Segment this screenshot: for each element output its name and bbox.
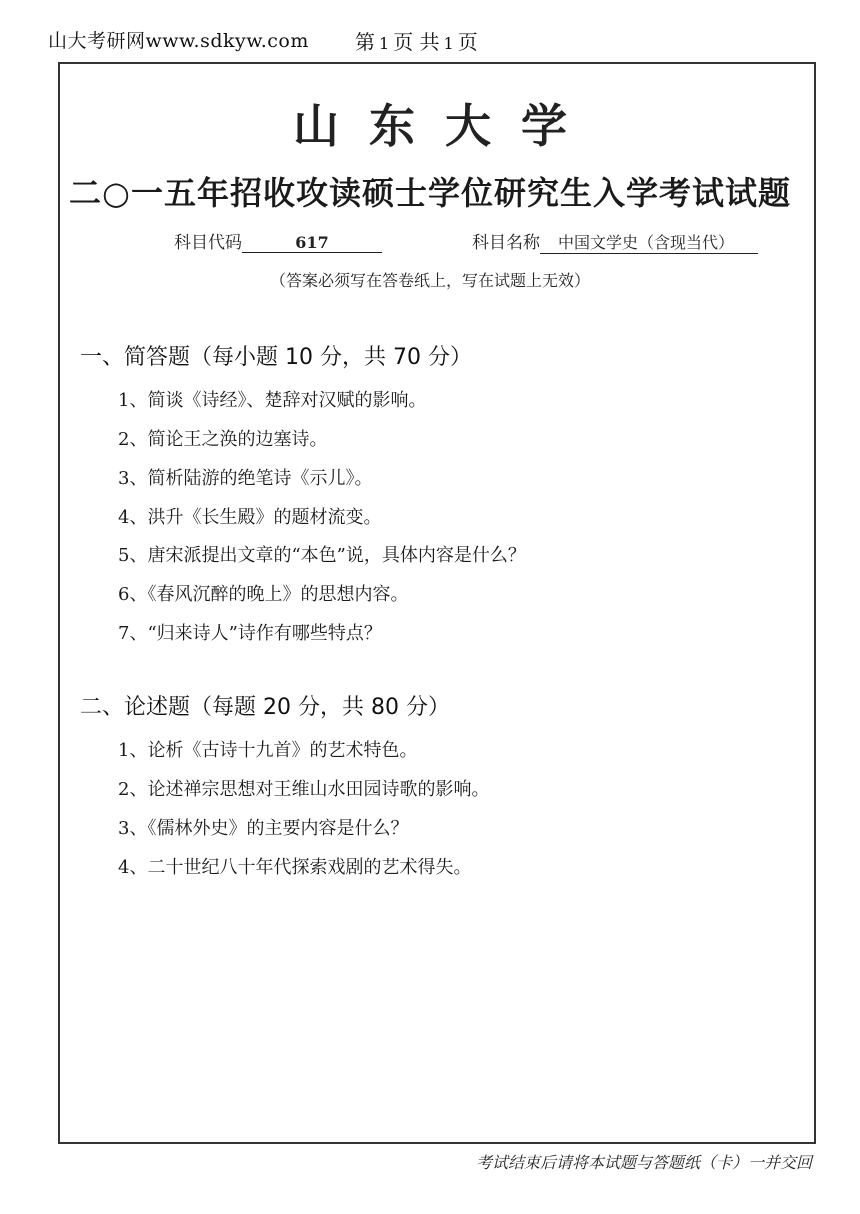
question-item: 1、论析《古诗十九首》的艺术特色。 xyxy=(118,740,418,761)
site-watermark: 山大考研网www.sdkyw.com xyxy=(48,30,309,52)
exam-title: 二○一五年招收攻读硕士学位研究生入学考试试题 xyxy=(69,174,791,212)
subject-code xyxy=(174,228,382,253)
subject-name xyxy=(472,228,758,254)
question-item: 3、简析陆游的绝笔诗《示儿》。 xyxy=(118,468,373,489)
subject-code-value: 617 xyxy=(242,233,382,253)
page-mid: 页 共 xyxy=(393,30,440,54)
page-suffix: 页 xyxy=(457,30,478,54)
section-title-short-answer: 一、简答题（每小题 10 分，共 70 分） xyxy=(80,345,472,370)
footer-note: 考试结束后请将本试题与答题纸（卡）一并交回 xyxy=(475,1153,812,1172)
page-total: 1 xyxy=(443,34,454,53)
subject-name-label: 科目名称 xyxy=(472,233,540,253)
question-item: 2、论述禅宗思想对王维山水田园诗歌的影响。 xyxy=(118,779,490,800)
question-item: 3、《儒林外史》的主要内容是什么？ xyxy=(118,818,409,839)
subject-name-value: 中国文学史（含现当代） xyxy=(540,230,758,254)
section-title-essay: 二、论述题（每题 20 分，共 80 分） xyxy=(80,695,450,720)
question-item: 1、简谈《诗经》、楚辞对汉赋的影响。 xyxy=(118,390,427,411)
question-item: 7、“归来诗人”诗作有哪些特点？ xyxy=(118,623,382,644)
page-number: 1 xyxy=(379,34,390,53)
page-prefix: 第 xyxy=(355,30,375,54)
question-item: 2、简论王之涣的边塞诗。 xyxy=(118,429,328,450)
question-item: 5、唐宋派提出文章的“本色”说，具体内容是什么？ xyxy=(118,545,526,566)
question-item: 6、《春风沉醉的晚上》的思想内容。 xyxy=(118,584,409,605)
question-item: 4、洪升《长生殿》的题材流变。 xyxy=(118,507,382,528)
university-title: 山东大学 xyxy=(293,99,597,153)
question-item: 4、二十世纪八十年代探索戏剧的艺术得失。 xyxy=(118,857,472,878)
subject-code-label: 科目代码 xyxy=(174,233,242,253)
answer-notice: （答案必须写在答卷纸上，写在试题上无效） xyxy=(269,271,590,290)
page-indicator xyxy=(355,26,478,55)
